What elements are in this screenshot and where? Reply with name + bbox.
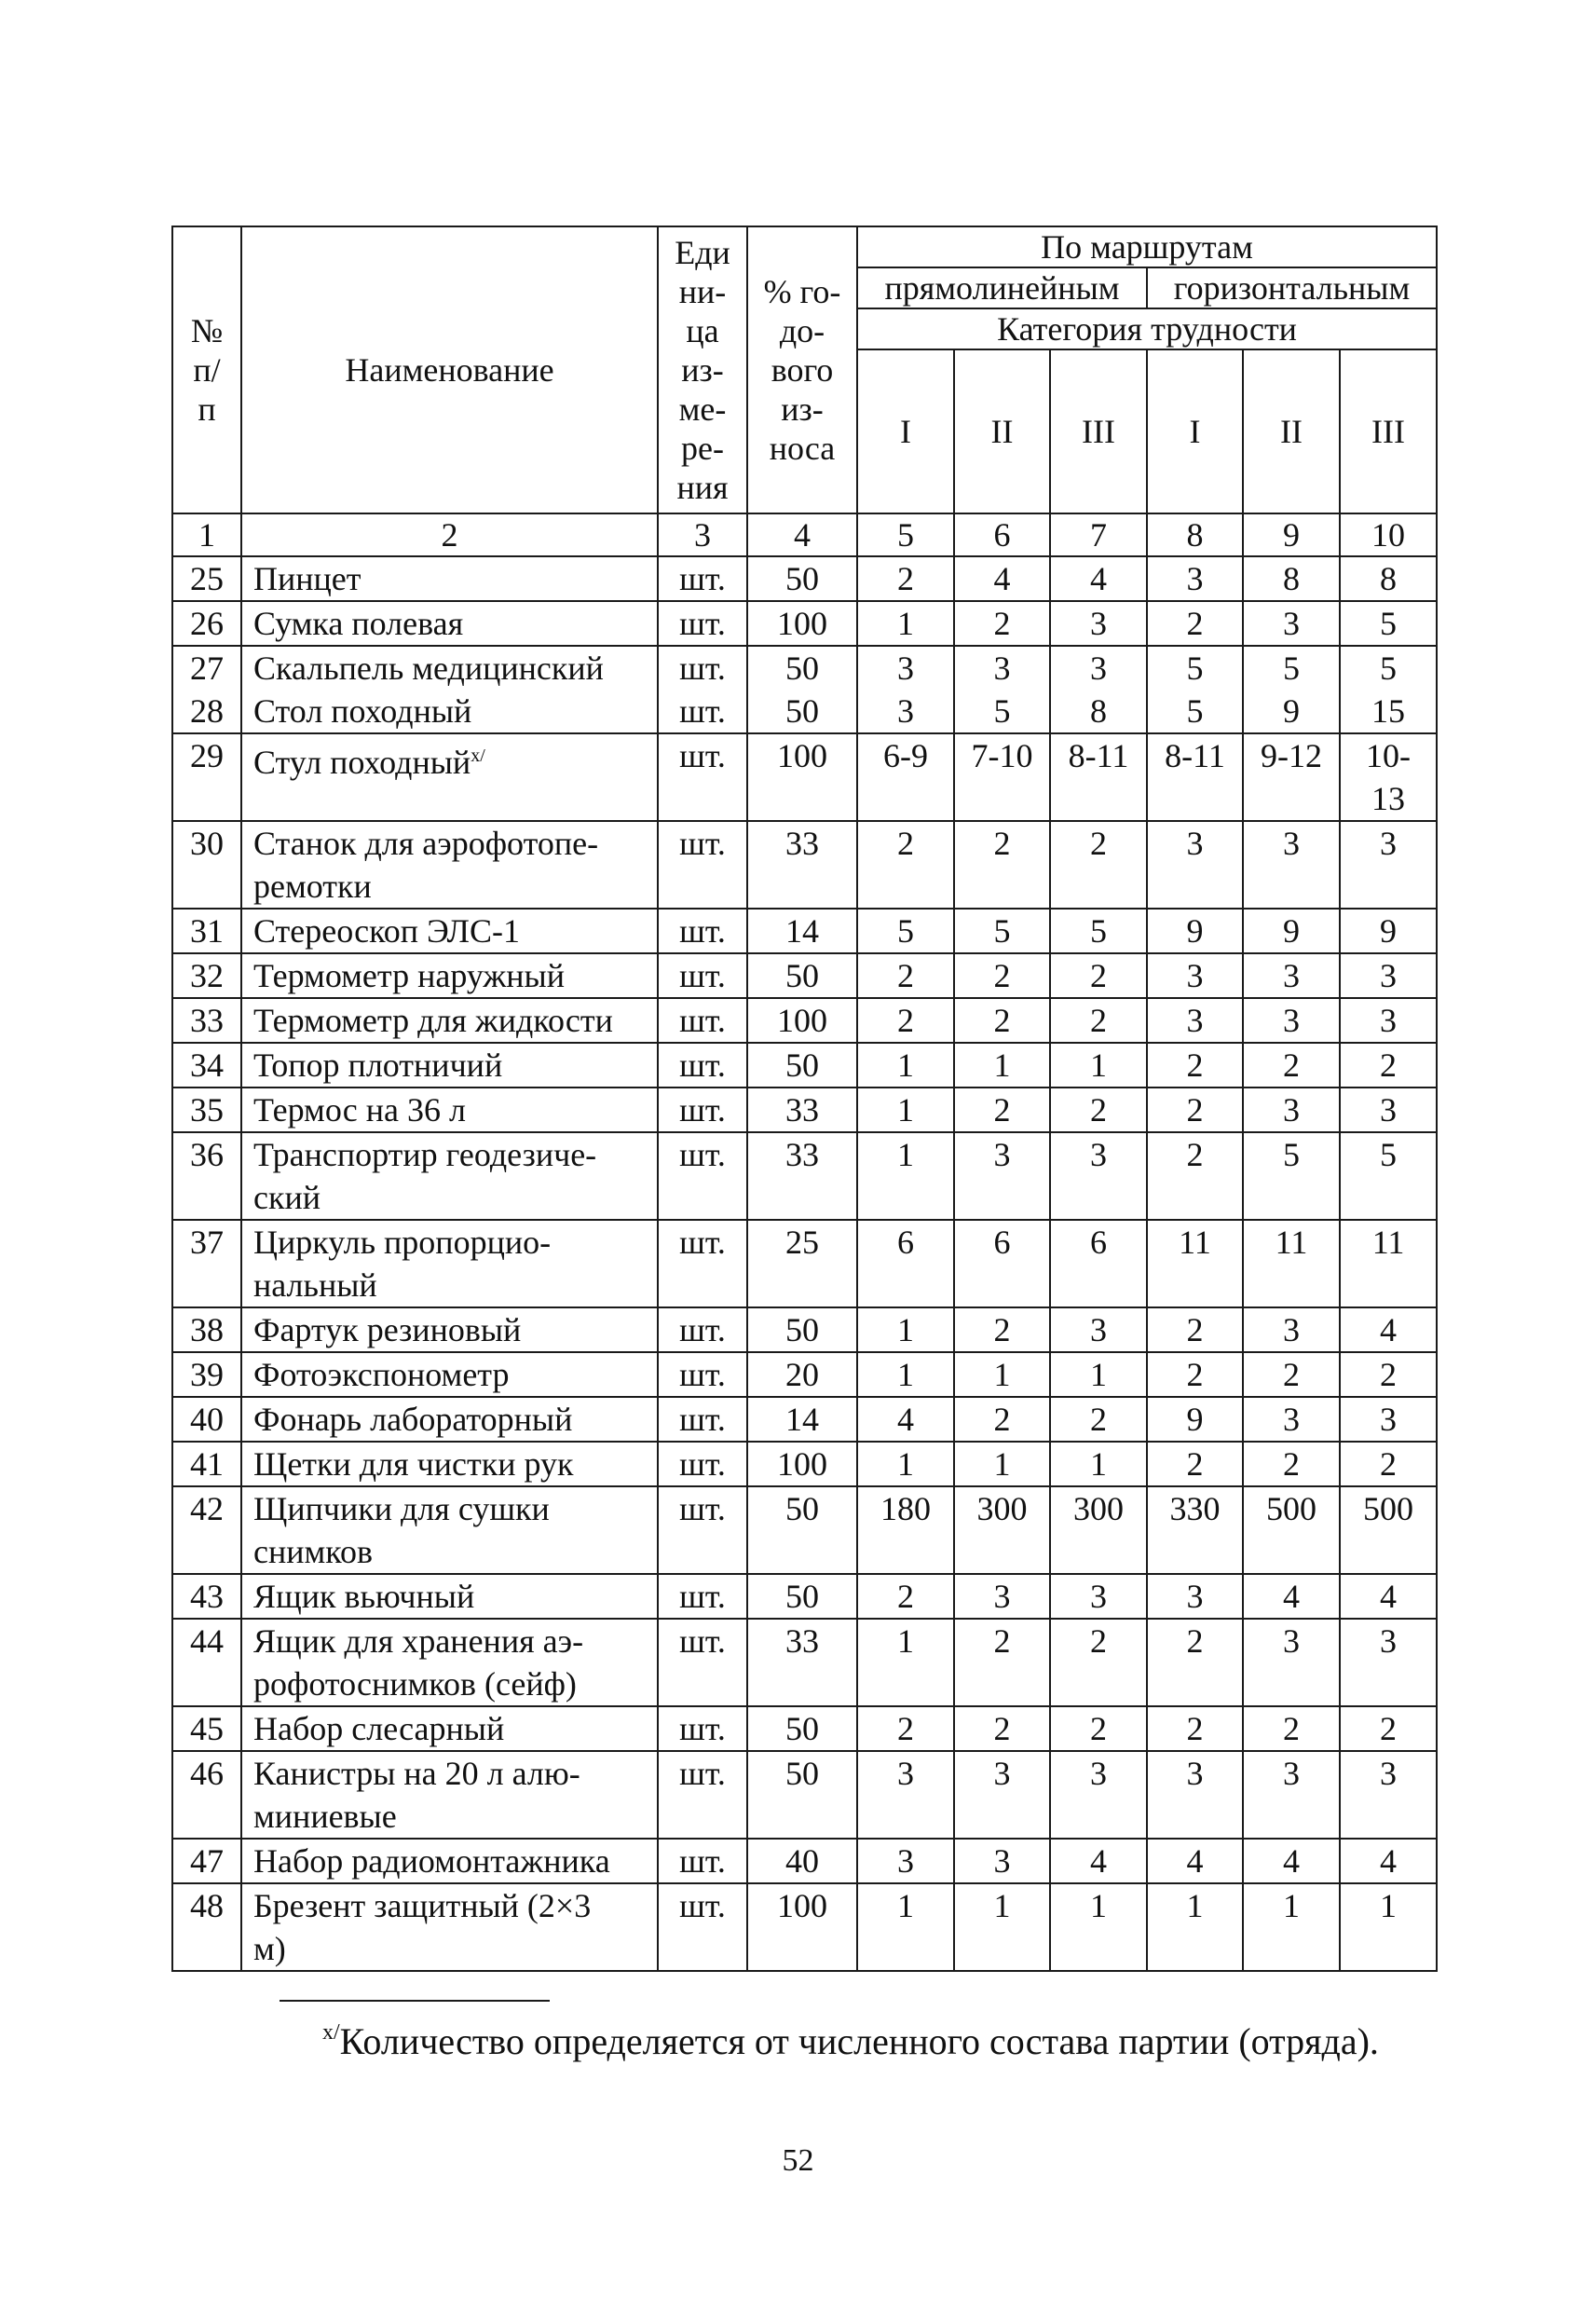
item-name: Фотоэкспонометр — [241, 1352, 658, 1397]
row-number: 41 — [172, 1442, 241, 1486]
item-unit: шт. — [658, 1442, 747, 1486]
item-quantity: 2 — [1147, 1307, 1243, 1352]
item-quantity: 2 — [1050, 1088, 1147, 1132]
item-quantity: 3 — [1050, 1574, 1147, 1619]
item-quantity: 4 — [1340, 1307, 1437, 1352]
header-straight: прямолинейным — [857, 267, 1147, 308]
row-number: 37 — [172, 1220, 241, 1307]
item-name: Скальпель медицинский Стол походный — [241, 646, 658, 733]
item-quantity: 3 — [1147, 821, 1243, 909]
item-quantity: 3 — [1243, 953, 1340, 998]
item-quantity: 4 — [1147, 1839, 1243, 1883]
item-wear-percent: 33 — [747, 821, 857, 909]
table-body — [172, 513, 1437, 1971]
item-quantity: 4 — [1340, 1574, 1437, 1619]
item-quantity: 2 — [954, 1307, 1050, 1352]
table-row — [172, 1706, 1437, 1751]
item-unit: шт. — [658, 601, 747, 646]
row-number: 27 28 — [172, 646, 241, 733]
item-quantity: 3 — [1243, 1088, 1340, 1132]
header-horizontal: горизонтальным — [1147, 267, 1437, 308]
item-quantity: 3 — [1050, 601, 1147, 646]
item-name: Циркуль пропорцио- нальный — [241, 1220, 658, 1307]
item-quantity: 7-10 — [954, 733, 1050, 821]
item-quantity: 2 — [1243, 1352, 1340, 1397]
item-quantity: 4 — [1243, 1574, 1340, 1619]
table-row — [172, 909, 1437, 953]
row-number: 36 — [172, 1132, 241, 1220]
item-wear-percent: 14 — [747, 909, 857, 953]
item-quantity: 2 — [1147, 1706, 1243, 1751]
item-wear-percent: 50 — [747, 1307, 857, 1352]
item-quantity: 3 — [1340, 1397, 1437, 1442]
item-quantity: 4 — [954, 556, 1050, 601]
item-quantity: 1 — [1340, 1883, 1437, 1971]
item-wear-percent: 50 — [747, 556, 857, 601]
item-quantity: 3 3 — [857, 646, 954, 733]
header-unit: Еди ни- ца из- ме- ре- ния — [658, 226, 747, 513]
item-wear-percent: 20 — [747, 1352, 857, 1397]
item-unit: шт. — [658, 909, 747, 953]
item-unit: шт. — [658, 1307, 747, 1352]
footnote-mark: x/ — [322, 2020, 340, 2045]
item-quantity: 9 — [1147, 909, 1243, 953]
item-quantity: 10- 13 — [1340, 733, 1437, 821]
column-number: 7 — [1050, 513, 1147, 556]
item-unit: шт. — [658, 821, 747, 909]
item-quantity: 8 — [1340, 556, 1437, 601]
item-wear-percent: 33 — [747, 1619, 857, 1706]
row-number: 47 — [172, 1839, 241, 1883]
item-quantity: 3 — [1147, 1751, 1243, 1839]
item-quantity: 3 — [1340, 1619, 1437, 1706]
item-name: Набор радиомонтажника — [241, 1839, 658, 1883]
item-quantity: 1 — [1050, 1352, 1147, 1397]
item-quantity: 300 — [1050, 1486, 1147, 1574]
item-quantity: 2 — [857, 1706, 954, 1751]
item-quantity: 2 — [954, 998, 1050, 1043]
table-row — [172, 998, 1437, 1043]
item-quantity: 2 — [954, 1706, 1050, 1751]
item-quantity: 3 5 — [954, 646, 1050, 733]
table-row — [172, 1883, 1437, 1971]
item-quantity: 2 — [1050, 953, 1147, 998]
item-quantity: 180 — [857, 1486, 954, 1574]
item-unit: шт. — [658, 953, 747, 998]
item-quantity: 4 — [1340, 1839, 1437, 1883]
item-quantity: 5 — [1340, 601, 1437, 646]
item-quantity: 1 — [857, 1619, 954, 1706]
item-quantity: 3 — [1147, 556, 1243, 601]
item-unit: шт. — [658, 1619, 747, 1706]
item-quantity: 1 — [857, 1307, 954, 1352]
item-unit: шт. — [658, 1088, 747, 1132]
equipment-norms-table — [171, 226, 1438, 1972]
item-quantity: 3 — [1243, 998, 1340, 1043]
item-quantity: 2 — [857, 556, 954, 601]
item-quantity: 9 — [1340, 909, 1437, 953]
item-quantity: 4 — [1050, 1839, 1147, 1883]
item-unit: шт. шт. — [658, 646, 747, 733]
item-quantity: 3 — [954, 1574, 1050, 1619]
item-quantity: 3 — [857, 1839, 954, 1883]
item-quantity: 1 — [857, 1043, 954, 1088]
item-unit: шт. — [658, 1751, 747, 1839]
item-quantity: 3 — [954, 1751, 1050, 1839]
item-quantity: 2 — [1050, 1397, 1147, 1442]
item-unit: шт. — [658, 1486, 747, 1574]
item-unit: шт. — [658, 998, 747, 1043]
item-quantity: 1 — [1147, 1883, 1243, 1971]
item-name — [241, 733, 658, 821]
item-quantity: 8-11 — [1050, 733, 1147, 821]
item-quantity: 11 — [1340, 1220, 1437, 1307]
row-number: 39 — [172, 1352, 241, 1397]
header-cat-iii: III — [1340, 349, 1437, 513]
item-quantity: 9 — [1243, 909, 1340, 953]
column-number: 3 — [658, 513, 747, 556]
item-quantity: 5 — [954, 909, 1050, 953]
header-cat-i: I — [857, 349, 954, 513]
item-wear-percent: 33 — [747, 1088, 857, 1132]
table-row — [172, 1132, 1437, 1220]
item-quantity: 3 — [1147, 998, 1243, 1043]
item-quantity: 2 — [1243, 1442, 1340, 1486]
item-name: Пинцет — [241, 556, 658, 601]
item-quantity: 1 — [857, 1088, 954, 1132]
item-wear-percent: 33 — [747, 1132, 857, 1220]
row-number: 42 — [172, 1486, 241, 1574]
item-quantity: 8-11 — [1147, 733, 1243, 821]
item-unit: шт. — [658, 733, 747, 821]
row-number: 44 — [172, 1619, 241, 1706]
item-quantity: 2 — [857, 953, 954, 998]
item-quantity: 3 — [1340, 998, 1437, 1043]
item-name: Термометр наружный — [241, 953, 658, 998]
column-number: 10 — [1340, 513, 1437, 556]
item-quantity: 1 — [857, 1442, 954, 1486]
item-name-text: Стул походный — [253, 744, 471, 781]
header-cat-ii: II — [1243, 349, 1340, 513]
item-quantity: 4 — [1050, 556, 1147, 601]
item-quantity: 4 — [857, 1397, 954, 1442]
item-quantity: 6 — [1050, 1220, 1147, 1307]
item-quantity: 1 — [857, 1352, 954, 1397]
item-wear-percent: 100 — [747, 1883, 857, 1971]
table-row — [172, 1397, 1437, 1442]
row-number: 33 — [172, 998, 241, 1043]
item-quantity: 3 — [1243, 1397, 1340, 1442]
header-routes: По маршрутам — [857, 226, 1437, 267]
table-row — [172, 1751, 1437, 1839]
item-quantity: 2 — [1147, 1043, 1243, 1088]
item-quantity: 2 — [1147, 601, 1243, 646]
item-quantity: 2 — [1050, 1619, 1147, 1706]
item-quantity: 3 — [1243, 1751, 1340, 1839]
column-number: 8 — [1147, 513, 1243, 556]
item-quantity: 3 — [954, 1839, 1050, 1883]
item-wear-percent: 100 — [747, 733, 857, 821]
item-unit: шт. — [658, 1220, 747, 1307]
item-quantity: 3 — [1050, 1751, 1147, 1839]
item-unit: шт. — [658, 1574, 747, 1619]
item-name: Брезент защитный (2×3 м) — [241, 1883, 658, 1971]
item-name: Термос на 36 л — [241, 1088, 658, 1132]
item-quantity: 1 — [1243, 1883, 1340, 1971]
item-quantity: 2 — [1050, 998, 1147, 1043]
row-number: 26 — [172, 601, 241, 646]
item-quantity: 2 — [954, 1088, 1050, 1132]
item-wear-percent: 40 — [747, 1839, 857, 1883]
item-quantity: 5 15 — [1340, 646, 1437, 733]
item-wear-percent: 50 — [747, 1751, 857, 1839]
item-name: Станок для аэрофотопе- ремотки — [241, 821, 658, 909]
table-row — [172, 1619, 1437, 1706]
row-number: 40 — [172, 1397, 241, 1442]
item-name: Топор плотничий — [241, 1043, 658, 1088]
column-number: 1 — [172, 513, 241, 556]
item-quantity: 5 9 — [1243, 646, 1340, 733]
table-row — [172, 821, 1437, 909]
footnote-ref-mark: x/ — [471, 746, 485, 766]
table-row — [172, 953, 1437, 998]
item-quantity: 2 — [857, 998, 954, 1043]
footnote — [322, 2009, 1379, 2065]
item-name: Стереоскоп ЭЛС-1 — [241, 909, 658, 953]
item-quantity: 9-12 — [1243, 733, 1340, 821]
item-wear-percent: 14 — [747, 1397, 857, 1442]
row-number: 32 — [172, 953, 241, 998]
item-wear-percent: 25 — [747, 1220, 857, 1307]
item-wear-percent: 100 — [747, 998, 857, 1043]
row-number: 34 — [172, 1043, 241, 1088]
item-quantity: 2 — [954, 953, 1050, 998]
row-number: 30 — [172, 821, 241, 909]
item-quantity: 2 — [1243, 1043, 1340, 1088]
item-quantity: 3 — [1340, 1088, 1437, 1132]
item-quantity: 2 — [1147, 1132, 1243, 1220]
item-quantity: 3 — [1147, 953, 1243, 998]
item-quantity: 2 — [954, 821, 1050, 909]
item-name: Щетки для чистки рук — [241, 1442, 658, 1486]
item-quantity: 1 — [1050, 1043, 1147, 1088]
table-row — [172, 1220, 1437, 1307]
item-quantity: 500 — [1340, 1486, 1437, 1574]
table-row — [172, 1307, 1437, 1352]
item-wear-percent: 50 — [747, 1486, 857, 1574]
item-quantity: 5 5 — [1147, 646, 1243, 733]
item-wear-percent: 50 — [747, 1574, 857, 1619]
item-quantity: 11 — [1243, 1220, 1340, 1307]
item-quantity: 2 — [1147, 1442, 1243, 1486]
column-number: 2 — [241, 513, 658, 556]
item-unit: шт. — [658, 1352, 747, 1397]
item-quantity: 1 — [1050, 1442, 1147, 1486]
item-quantity: 2 — [1147, 1352, 1243, 1397]
item-unit: шт. — [658, 1839, 747, 1883]
item-wear-percent: 50 — [747, 1706, 857, 1751]
item-wear-percent: 100 — [747, 601, 857, 646]
item-quantity: 3 — [1243, 1307, 1340, 1352]
item-quantity: 3 — [1340, 953, 1437, 998]
row-number: 46 — [172, 1751, 241, 1839]
table-row — [172, 1088, 1437, 1132]
item-quantity: 2 — [1050, 1706, 1147, 1751]
item-quantity: 3 8 — [1050, 646, 1147, 733]
item-quantity: 2 — [1147, 1088, 1243, 1132]
item-quantity: 5 — [1050, 909, 1147, 953]
item-quantity: 3 — [1243, 1619, 1340, 1706]
item-name: Сумка полевая — [241, 601, 658, 646]
item-quantity: 1 — [954, 1043, 1050, 1088]
column-number: 4 — [747, 513, 857, 556]
item-wear-percent: 50 — [747, 953, 857, 998]
item-quantity: 3 — [1340, 821, 1437, 909]
item-wear-percent: 50 — [747, 1043, 857, 1088]
table-row — [172, 1574, 1437, 1619]
item-quantity: 2 — [1340, 1706, 1437, 1751]
column-number: 5 — [857, 513, 954, 556]
table-row — [172, 1486, 1437, 1574]
item-quantity: 3 — [1147, 1574, 1243, 1619]
item-quantity: 11 — [1147, 1220, 1243, 1307]
item-name: Фонарь лабораторный — [241, 1397, 658, 1442]
column-number: 6 — [954, 513, 1050, 556]
item-quantity: 1 — [857, 1883, 954, 1971]
table-row — [172, 1352, 1437, 1397]
item-unit: шт. — [658, 1706, 747, 1751]
item-name: Транспортир геодезиче- ский — [241, 1132, 658, 1220]
item-name: Фартук резиновый — [241, 1307, 658, 1352]
item-quantity: 3 — [1243, 821, 1340, 909]
item-quantity: 1 — [954, 1442, 1050, 1486]
header-wear: % го- до- вого из- носа — [747, 226, 857, 513]
item-quantity: 6 — [857, 1220, 954, 1307]
table-row — [172, 601, 1437, 646]
row-number: 48 — [172, 1883, 241, 1971]
item-quantity: 500 — [1243, 1486, 1340, 1574]
table-row — [172, 1839, 1437, 1883]
item-quantity: 6 — [954, 1220, 1050, 1307]
item-quantity: 2 — [954, 1397, 1050, 1442]
item-unit: шт. — [658, 1043, 747, 1088]
item-quantity: 5 — [1243, 1132, 1340, 1220]
item-quantity: 2 — [1147, 1619, 1243, 1706]
item-quantity: 2 — [954, 601, 1050, 646]
item-name: Термометр для жидкости — [241, 998, 658, 1043]
row-number: 29 — [172, 733, 241, 821]
footnote-text: Количество определяется от численного состава партии (отряда). — [339, 2020, 1379, 2062]
item-quantity: 9 — [1147, 1397, 1243, 1442]
row-number: 31 — [172, 909, 241, 953]
item-unit: шт. — [658, 1397, 747, 1442]
item-quantity: 2 — [857, 821, 954, 909]
footnote-divider — [280, 2000, 550, 2002]
item-quantity: 2 — [954, 1619, 1050, 1706]
item-wear-percent: 50 50 — [747, 646, 857, 733]
item-quantity: 2 — [1340, 1352, 1437, 1397]
item-unit: шт. — [658, 1132, 747, 1220]
header-cat-ii: II — [954, 349, 1050, 513]
table-row — [172, 646, 1437, 733]
item-wear-percent: 100 — [747, 1442, 857, 1486]
item-quantity: 300 — [954, 1486, 1050, 1574]
item-quantity: 5 — [857, 909, 954, 953]
item-quantity: 2 — [1340, 1043, 1437, 1088]
item-quantity: 330 — [1147, 1486, 1243, 1574]
item-unit: шт. — [658, 1883, 747, 1971]
item-name: Канистры на 20 л алю- миниевые — [241, 1751, 658, 1839]
row-number: 25 — [172, 556, 241, 601]
table-row — [172, 556, 1437, 601]
header-name: Наименование — [241, 226, 658, 513]
table-row — [172, 1043, 1437, 1088]
column-number: 9 — [1243, 513, 1340, 556]
page-number: 52 — [782, 2143, 814, 2178]
item-quantity: 1 — [857, 1132, 954, 1220]
item-quantity: 1 — [954, 1352, 1050, 1397]
item-name: Щипчики для сушки снимков — [241, 1486, 658, 1574]
item-quantity: 3 — [857, 1751, 954, 1839]
row-number: 35 — [172, 1088, 241, 1132]
item-quantity: 3 — [954, 1132, 1050, 1220]
item-quantity: 3 — [1050, 1132, 1147, 1220]
item-name: Ящик для хранения аэ- рофотоснимков (сейф) — [241, 1619, 658, 1706]
row-number: 45 — [172, 1706, 241, 1751]
item-name: Ящик вьючный — [241, 1574, 658, 1619]
item-quantity: 6-9 — [857, 733, 954, 821]
item-quantity: 2 — [857, 1574, 954, 1619]
header-cat-iii: III — [1050, 349, 1147, 513]
table-row — [172, 1442, 1437, 1486]
item-quantity: 2 — [1243, 1706, 1340, 1751]
column-number-row — [172, 513, 1437, 556]
header-cat-i: I — [1147, 349, 1243, 513]
item-quantity: 2 — [1340, 1442, 1437, 1486]
row-number: 43 — [172, 1574, 241, 1619]
header-number: № п/ п — [172, 226, 241, 513]
item-quantity: 4 — [1243, 1839, 1340, 1883]
item-quantity: 2 — [1050, 821, 1147, 909]
header-category: Категория трудности — [857, 308, 1437, 349]
item-quantity: 3 — [1050, 1307, 1147, 1352]
item-quantity: 3 — [1340, 1751, 1437, 1839]
item-quantity: 8 — [1243, 556, 1340, 601]
table-row — [172, 733, 1437, 821]
item-quantity: 1 — [857, 601, 954, 646]
item-quantity: 1 — [954, 1883, 1050, 1971]
row-number: 38 — [172, 1307, 241, 1352]
item-quantity: 3 — [1243, 601, 1340, 646]
item-quantity: 5 — [1340, 1132, 1437, 1220]
item-name: Набор слесарный — [241, 1706, 658, 1751]
item-unit: шт. — [658, 556, 747, 601]
table-header — [172, 226, 1437, 513]
item-quantity: 1 — [1050, 1883, 1147, 1971]
